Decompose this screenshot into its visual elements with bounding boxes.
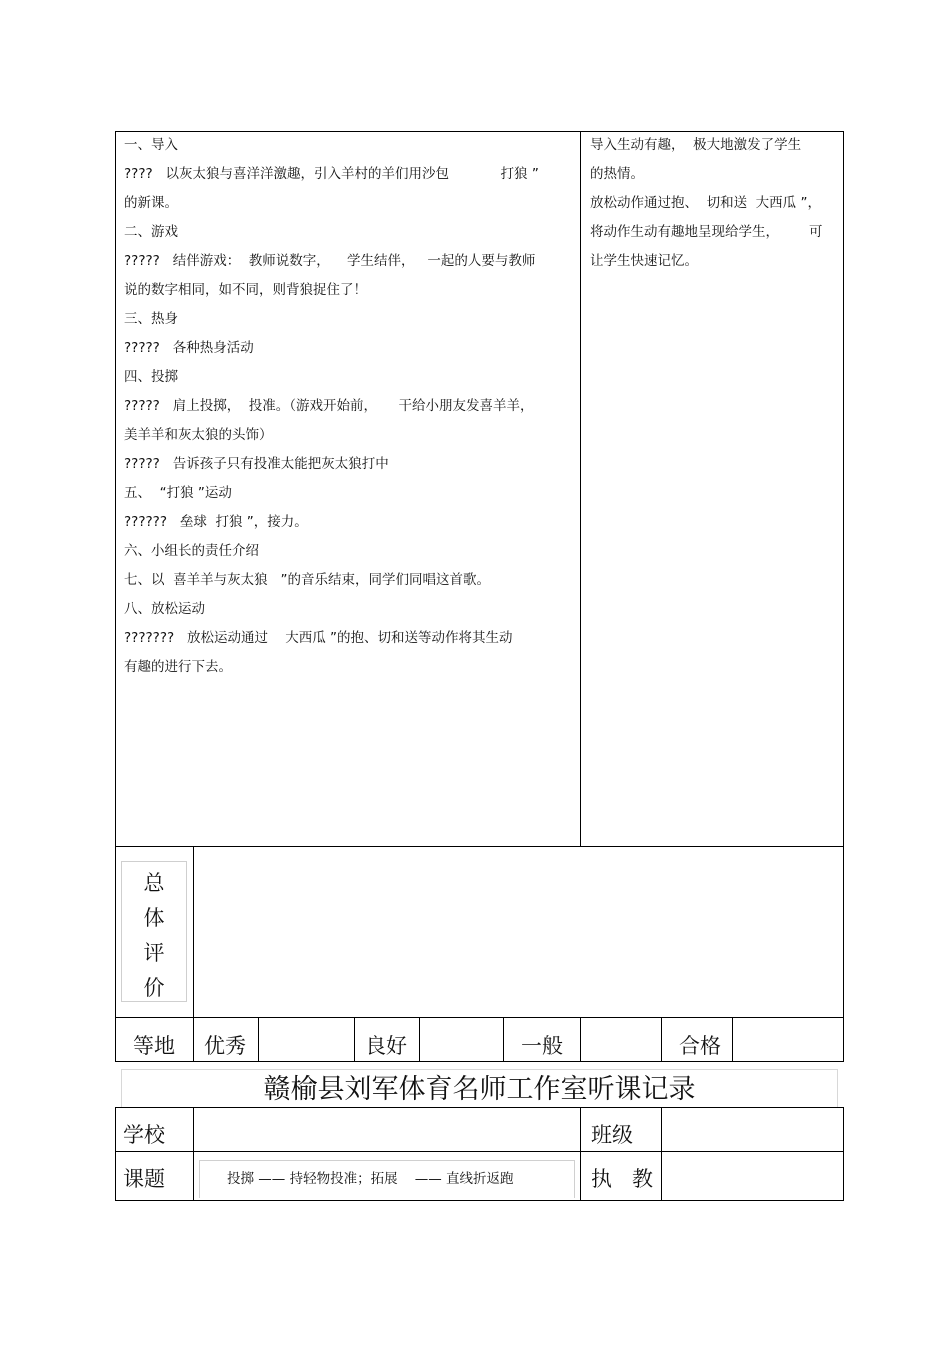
evaluation-char: 评	[143, 941, 165, 965]
grade-divider	[258, 1017, 259, 1061]
lesson-line: 七、以 喜羊羊与灰太狼 ”的音乐结束，同学们同唱这首歌。	[124, 572, 490, 588]
lesson-line: ????? 各种热身活动	[124, 340, 254, 356]
record-table-top	[115, 1107, 844, 1108]
record-table-left	[115, 1107, 116, 1201]
evaluation-label	[121, 866, 187, 1006]
grade-pass: 合格	[679, 1034, 721, 1058]
comment-line: 的热情。	[590, 166, 644, 182]
grade-average: 一般	[521, 1034, 563, 1058]
comment-line: 让学生快速记忆。	[590, 253, 698, 269]
row-divider-grades	[115, 1017, 844, 1018]
lesson-line: 说的数字相同，如不同，则背狼捉住了！	[124, 282, 367, 298]
topic-label: 课题	[123, 1167, 165, 1191]
lesson-line: 二、游戏	[124, 224, 178, 240]
comment-line: 放松动作通过抱、 切和送 大西瓜 ”，	[590, 195, 821, 211]
class-label: 班级	[591, 1123, 633, 1147]
school-label: 学校	[123, 1123, 165, 1147]
record-table-right	[843, 1107, 844, 1201]
grade-divider	[580, 1017, 581, 1061]
lesson-line: ?????? 垒球 打狼 ”，接力。	[124, 514, 308, 530]
comment-line: 将动作生动有趣地呈现给学生， 可	[590, 224, 823, 240]
lesson-line: 一、导入	[124, 137, 178, 153]
evaluation-char: 体	[143, 906, 165, 930]
lesson-line: 五、 “打狼 ”运动	[124, 485, 232, 501]
grade-divider	[419, 1017, 420, 1061]
grade-divider	[661, 1017, 662, 1061]
row-divider-evaluation	[115, 846, 844, 847]
lesson-line: 有趣的进行下去。	[124, 659, 232, 675]
topic-value: 投掷 —— 持轻物投准；拓展 —— 直线折返跑	[227, 1171, 514, 1187]
grade-good: 良好	[365, 1034, 407, 1058]
grade-divider	[354, 1017, 355, 1061]
record-table-divider	[661, 1107, 662, 1201]
grade-row-label: 等地	[133, 1034, 175, 1058]
table-border-left	[115, 131, 116, 1062]
record-table-bottom	[115, 1200, 844, 1201]
grade-divider	[503, 1017, 504, 1061]
evaluation-char: 价	[143, 976, 165, 1000]
lesson-line: 八、放松运动	[124, 601, 205, 617]
lesson-line: 的新课。	[124, 195, 178, 211]
evaluation-label-divider	[193, 846, 194, 1061]
lesson-line: ???? 以灰太狼与喜洋洋激趣，引入羊村的羊们用沙包 打狼 ”	[124, 166, 539, 182]
comment-line: 导入生动有趣， 极大地激发了学生	[590, 137, 802, 153]
lesson-line: ??????? 放松运动通过 大西瓜 ”的抱、切和送等动作将其生动	[124, 630, 513, 646]
lesson-comments	[590, 131, 840, 276]
evaluation-char: 总	[143, 871, 165, 895]
lesson-line: 三、热身	[124, 311, 178, 327]
record-table-divider	[580, 1107, 581, 1201]
record-table-middle	[115, 1151, 844, 1152]
table-border-right	[843, 131, 844, 1062]
lesson-line: 美羊羊和灰太狼的头饰）	[124, 427, 273, 443]
lesson-process	[124, 131, 576, 682]
lesson-line: ????? 结伴游戏： 教师说数字， 学生结伴， 一起的人要与教师	[124, 253, 536, 269]
record-table-divider	[193, 1107, 194, 1201]
teacher-label: 执 教	[591, 1167, 654, 1191]
lesson-line: 六、小组长的责任介绍	[124, 543, 259, 559]
table-border-bottom	[115, 1061, 844, 1062]
grade-excellent: 优秀	[204, 1034, 246, 1058]
column-divider	[580, 131, 581, 846]
lesson-line: ????? 告诉孩子只有投准太能把灰太狼打中	[124, 456, 389, 472]
lesson-line: 四、投掷	[124, 369, 178, 385]
grade-divider	[732, 1017, 733, 1061]
lesson-line: ????? 肩上投掷， 投准。（游戏开始前， 干给小朋友发喜羊羊，	[124, 398, 534, 414]
record-title: 赣榆县刘军体育名师工作室听课记录	[263, 1074, 696, 1105]
